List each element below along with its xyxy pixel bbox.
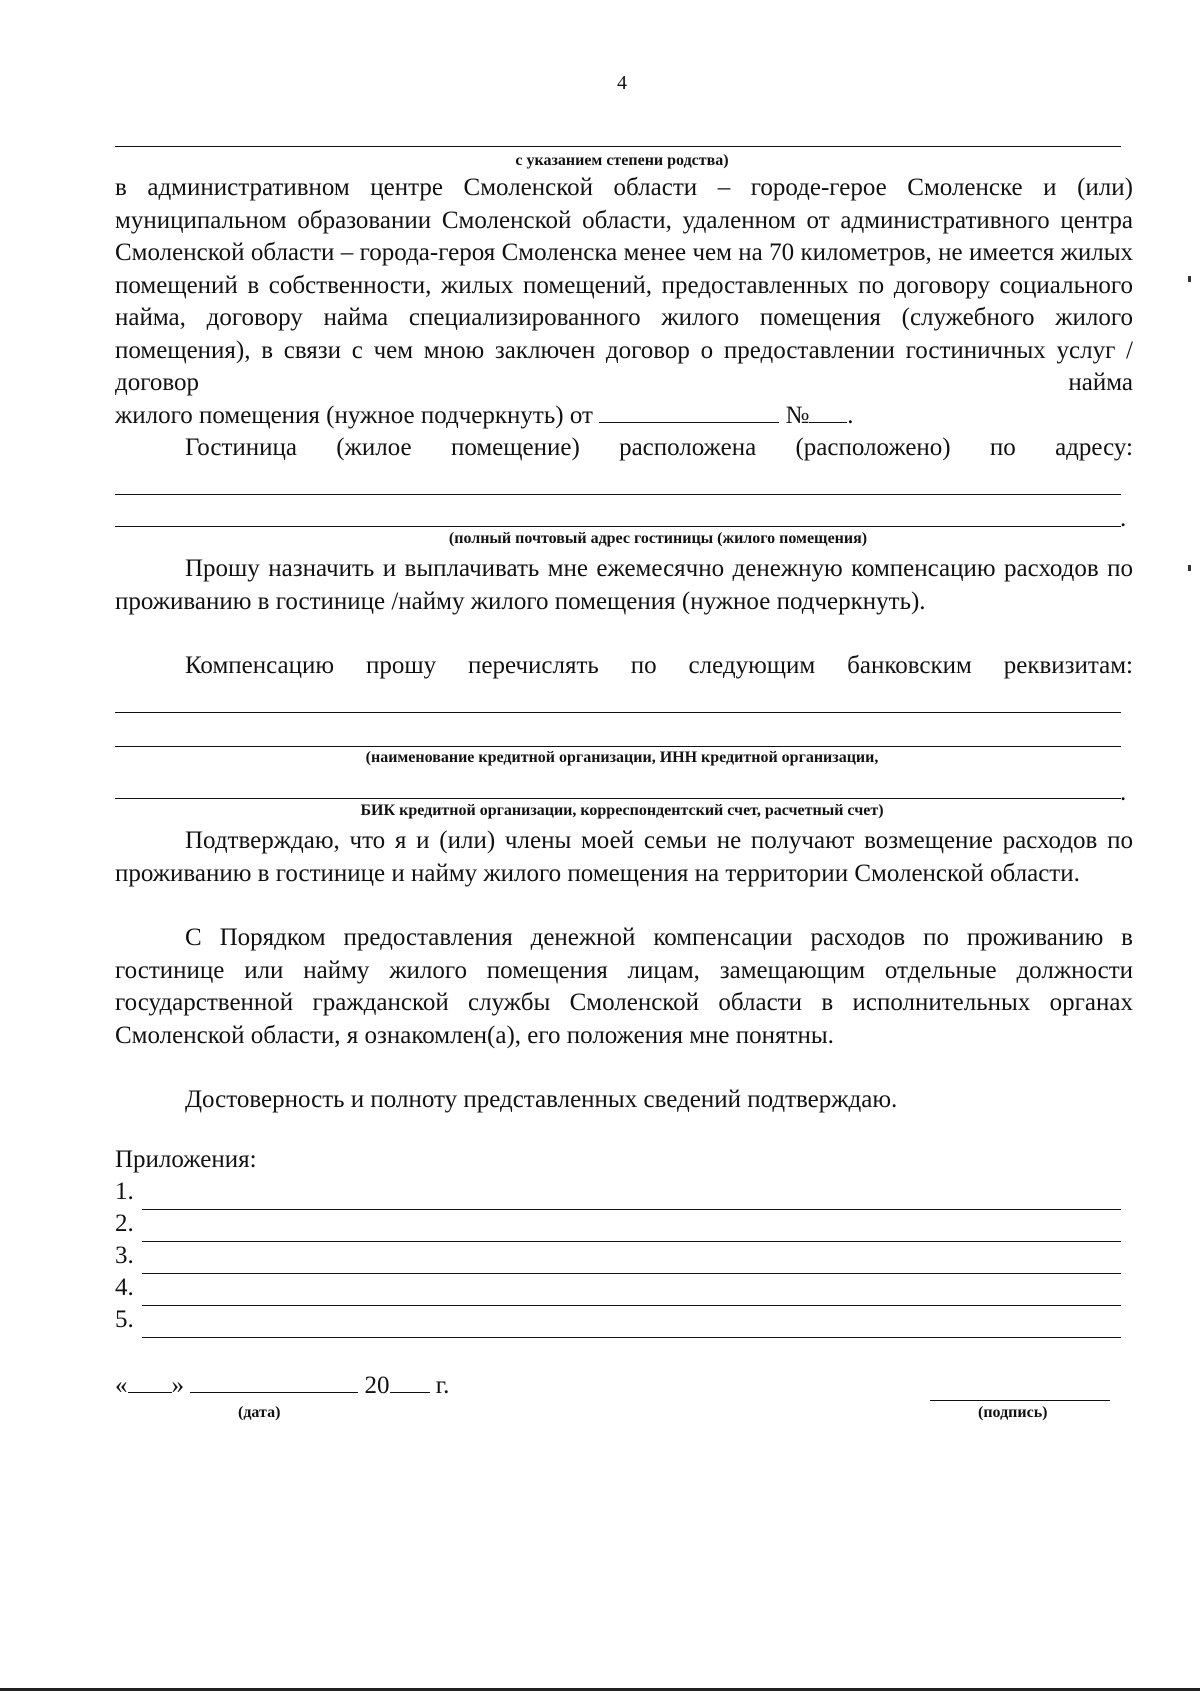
contract-number-blank[interactable] (809, 402, 847, 423)
attachment-line[interactable] (142, 1273, 1121, 1274)
contract-date-blank[interactable] (599, 402, 779, 423)
paragraph-request-compensation (115, 553, 1133, 618)
confirmation-text: Подтверждаю, что я и (или) члены моей семьи не получают возмещение расходов по проживанию в гостинице и найму жилого помещения на территории Смоленской области. (115, 827, 1133, 887)
scan-edge-mark (1188, 276, 1191, 282)
attachment-line[interactable] (142, 1241, 1121, 1242)
kinship-caption: с указанием степени родства) (515, 152, 729, 169)
paragraph-housing-statement (115, 172, 1133, 432)
date-row (115, 1372, 449, 1400)
attachment-number: 3. (115, 1242, 134, 1269)
date-month-blank[interactable] (190, 1372, 358, 1393)
signature-line[interactable] (930, 1400, 1110, 1401)
date-caption: (дата) (238, 1404, 281, 1421)
paragraph-acknowledgement (115, 922, 1133, 1052)
paragraph-address-intro (115, 432, 1133, 465)
bank-line-3[interactable] (115, 798, 1121, 799)
address-intro-text: Гостиница (жилое помещение) расположена (расположено) по адресу: (185, 434, 1133, 461)
contract-number-sign: № (785, 401, 810, 429)
paragraph-bank-intro (115, 650, 1133, 683)
request-compensation-text: Прошу назначить и выплачивать мне ежемесячно денежную компенсацию расходов по проживанию в гостинице /найму жилого помещения (нужное подчеркнуть). (115, 555, 1133, 615)
attachment-line[interactable] (142, 1209, 1121, 1210)
date-open-quote: « (115, 1372, 128, 1399)
attachment-line[interactable] (142, 1337, 1121, 1338)
address-line-end-dot: . (1120, 505, 1127, 532)
kinship-field-line (115, 146, 1121, 147)
signature-caption: (подпись) (978, 1404, 1048, 1421)
bank-line-end-dot: . (1120, 779, 1127, 806)
bank-caption-2: БИК кредитной организации, корреспондентский счет, расчетный счет) (360, 802, 884, 819)
attachment-number: 1. (115, 1178, 134, 1205)
bank-line-2[interactable] (115, 746, 1121, 747)
date-day-blank[interactable] (128, 1372, 172, 1393)
paragraph-housing-last-line: жилого помещения (нужное подчеркнуть) от № . (115, 401, 854, 429)
address-caption: (полный почтовый адрес гостиницы (жилого помещения) (448, 530, 868, 547)
acknowledgement-text: С Порядком предоставления денежной компенсации расходов по проживанию в гостинице или найму жилого помещения лицам, замещающим отдельные должности государственной гражданской службы Смоленской области в исполнительных органах Смоленской области, я ознакомлен(а), его положения мне понятны. (115, 924, 1133, 1049)
accuracy-text: Достоверность и полноту представленных сведений подтверждаю. (185, 1086, 898, 1113)
scan-edge-mark (1188, 565, 1191, 571)
address-line-2[interactable] (115, 526, 1121, 527)
page-number: 4 (617, 72, 627, 94)
bank-caption-1: (наименование кредитной организации, ИНН кредитной организации, (365, 749, 879, 766)
paragraph-housing-text: в административном центре Смоленской области – городе-герое Смоленске и (или) муниципальном образовании Смоленской области, удаленном от административного центра Смоленской области – города-героя Смоленска менее чем на 70 километров, не имеется жилых помещений в собственности, жилых помещений, предоставленных по договору социального найма, договору найма специализированного жилого помещения (служебного жилого помещения), в связи с чем мною заключен договор о предоставлении гостиничных услуг / договор найма (115, 174, 1133, 396)
attachment-number: 5. (115, 1306, 134, 1333)
paragraph-accuracy (115, 1084, 1133, 1117)
attachment-number: 2. (115, 1210, 134, 1237)
paragraph-confirmation (115, 825, 1133, 890)
attachment-line[interactable] (142, 1305, 1121, 1306)
bank-line-1[interactable] (115, 712, 1121, 713)
address-line-1[interactable] (115, 494, 1121, 495)
attachment-number: 4. (115, 1274, 134, 1301)
bank-intro-text: Компенсацию прошу перечислять по следующим банковским реквизитам: (185, 652, 1133, 679)
date-year-suffix: г. (435, 1372, 450, 1399)
date-year-blank[interactable] (390, 1372, 430, 1393)
page-bottom-border (0, 1688, 1200, 1691)
contract-date-label: жилого помещения (нужное подчеркнуть) от (115, 401, 593, 429)
date-close-quote: » (171, 1372, 184, 1399)
attachments-label: Приложения: (115, 1146, 257, 1173)
date-century: 20 (364, 1372, 390, 1399)
